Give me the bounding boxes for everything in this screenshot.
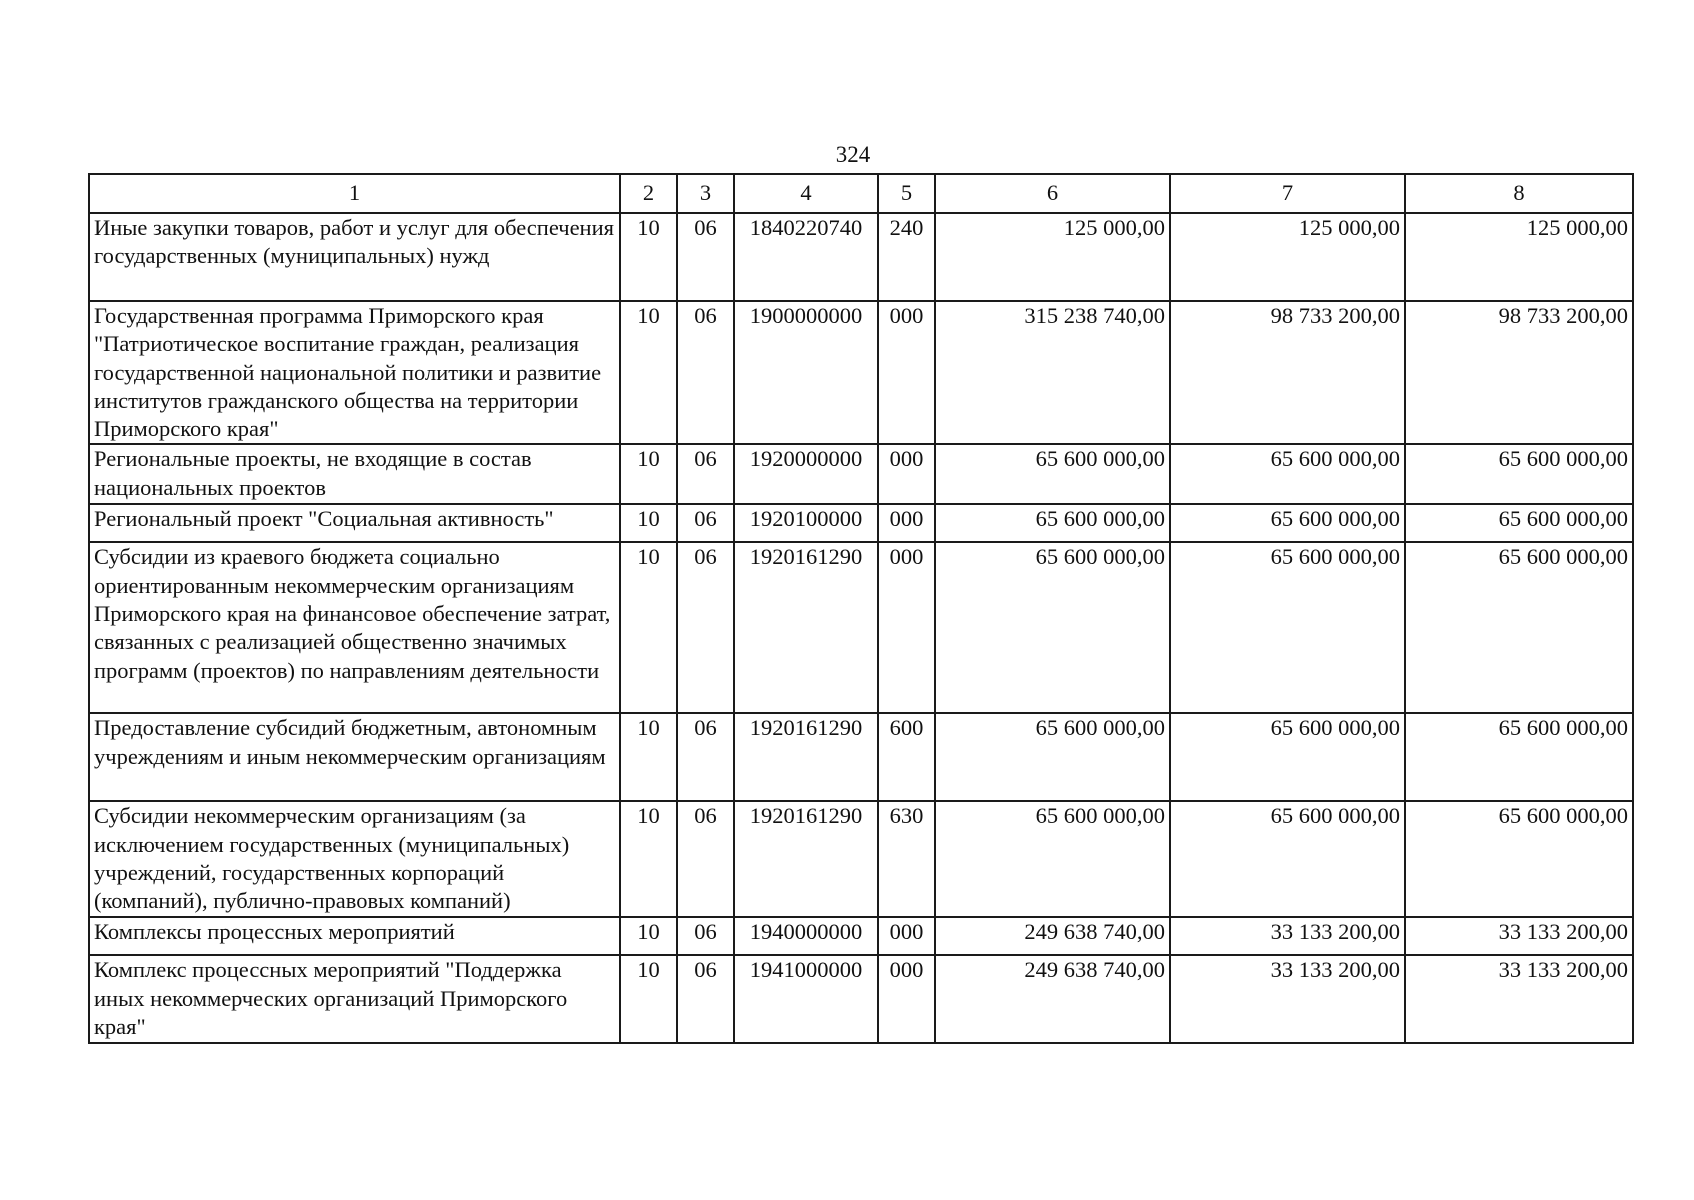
- column-header-1: 1: [89, 174, 620, 213]
- section-code: 10: [620, 504, 677, 542]
- subsection-code: 06: [677, 213, 734, 301]
- expense-type-code: 000: [878, 542, 935, 713]
- column-header-6: 6: [935, 174, 1170, 213]
- section-code: 10: [620, 955, 677, 1043]
- row-name: Региональные проекты, не входящие в состав национальных проектов: [89, 444, 620, 504]
- target-article-code: 1940000000: [734, 917, 878, 955]
- table-row: [89, 542, 1633, 713]
- amount-col-7: 65 600 000,00: [1170, 504, 1405, 542]
- expense-type-code: 000: [878, 301, 935, 444]
- amount-col-8: 65 600 000,00: [1405, 504, 1633, 542]
- expense-type-code: 000: [878, 504, 935, 542]
- table-row: [89, 213, 1633, 301]
- amount-col-6: 65 600 000,00: [935, 542, 1170, 713]
- subsection-code: 06: [677, 713, 734, 801]
- row-name: Субсидии некоммерческим организациям (за исключением государственных (муниципальных) учреждений, государственных корпораций (компаний), публично-правовых компаний): [89, 801, 620, 917]
- amount-col-7: 65 600 000,00: [1170, 801, 1405, 917]
- table-row: [89, 301, 1633, 444]
- column-header-3: 3: [677, 174, 734, 213]
- column-header-4: 4: [734, 174, 878, 213]
- amount-col-7: 65 600 000,00: [1170, 542, 1405, 713]
- row-name: Государственная программа Приморского края "Патриотическое воспитание граждан, реализация государственной национальной политики и развитие институтов гражданского общества на территории Приморского края": [89, 301, 620, 444]
- amount-col-6: 65 600 000,00: [935, 801, 1170, 917]
- section-code: 10: [620, 213, 677, 301]
- table-row: [89, 955, 1633, 1043]
- column-header-8: 8: [1405, 174, 1633, 213]
- amount-col-6: 65 600 000,00: [935, 444, 1170, 504]
- row-name: Комплекс процессных мероприятий "Поддержка иных некоммерческих организаций Приморского края": [89, 955, 620, 1043]
- table-row: [89, 801, 1633, 917]
- expense-type-code: 600: [878, 713, 935, 801]
- amount-col-7: 125 000,00: [1170, 213, 1405, 301]
- amount-col-7: 98 733 200,00: [1170, 301, 1405, 444]
- subsection-code: 06: [677, 801, 734, 917]
- budget-table: [88, 173, 1634, 1044]
- expense-type-code: 630: [878, 801, 935, 917]
- amount-col-8: 33 133 200,00: [1405, 955, 1633, 1043]
- subsection-code: 06: [677, 444, 734, 504]
- row-name: Иные закупки товаров, работ и услуг для обеспечения государственных (муниципальных) нужд: [89, 213, 620, 301]
- section-code: 10: [620, 542, 677, 713]
- amount-col-7: 65 600 000,00: [1170, 713, 1405, 801]
- table-row: [89, 504, 1633, 542]
- target-article-code: 1920161290: [734, 801, 878, 917]
- target-article-code: 1900000000: [734, 301, 878, 444]
- amount-col-6: 65 600 000,00: [935, 504, 1170, 542]
- amount-col-8: 65 600 000,00: [1405, 713, 1633, 801]
- header-row: [89, 174, 1633, 213]
- expense-type-code: 240: [878, 213, 935, 301]
- target-article-code: 1840220740: [734, 213, 878, 301]
- amount-col-8: 98 733 200,00: [1405, 301, 1633, 444]
- subsection-code: 06: [677, 301, 734, 444]
- section-code: 10: [620, 444, 677, 504]
- target-article-code: 1920161290: [734, 542, 878, 713]
- amount-col-8: 65 600 000,00: [1405, 801, 1633, 917]
- amount-col-8: 65 600 000,00: [1405, 542, 1633, 713]
- subsection-code: 06: [677, 955, 734, 1043]
- expense-type-code: 000: [878, 444, 935, 504]
- section-code: 10: [620, 301, 677, 444]
- subsection-code: 06: [677, 504, 734, 542]
- row-name: Предоставление субсидий бюджетным, автономным учреждениям и иным некоммерческим организациям: [89, 713, 620, 801]
- expense-type-code: 000: [878, 917, 935, 955]
- amount-col-8: 65 600 000,00: [1405, 444, 1633, 504]
- target-article-code: 1920100000: [734, 504, 878, 542]
- amount-col-6: 65 600 000,00: [935, 713, 1170, 801]
- table-row: [89, 713, 1633, 801]
- amount-col-6: 315 238 740,00: [935, 301, 1170, 444]
- amount-col-8: 33 133 200,00: [1405, 917, 1633, 955]
- column-header-2: 2: [620, 174, 677, 213]
- section-code: 10: [620, 917, 677, 955]
- page-number: 324: [835, 142, 871, 167]
- amount-col-6: 249 638 740,00: [935, 917, 1170, 955]
- section-code: 10: [620, 801, 677, 917]
- target-article-code: 1920161290: [734, 713, 878, 801]
- amount-col-6: 125 000,00: [935, 213, 1170, 301]
- target-article-code: 1920000000: [734, 444, 878, 504]
- amount-col-8: 125 000,00: [1405, 213, 1633, 301]
- row-name: Комплексы процессных мероприятий: [89, 917, 620, 955]
- amount-col-7: 33 133 200,00: [1170, 955, 1405, 1043]
- column-header-5: 5: [878, 174, 935, 213]
- amount-col-7: 33 133 200,00: [1170, 917, 1405, 955]
- subsection-code: 06: [677, 542, 734, 713]
- section-code: 10: [620, 713, 677, 801]
- subsection-code: 06: [677, 917, 734, 955]
- row-name: Субсидии из краевого бюджета социально ориентированным некоммерческим организациям Приморского края на финансовое обеспечение затрат, связанных с реализацией общественно значимых программ (проектов) по направлениям деятельности: [89, 542, 620, 713]
- row-name: Региональный проект "Социальная активность": [89, 504, 620, 542]
- expense-type-code: 000: [878, 955, 935, 1043]
- amount-col-6: 249 638 740,00: [935, 955, 1170, 1043]
- target-article-code: 1941000000: [734, 955, 878, 1043]
- column-header-7: 7: [1170, 174, 1405, 213]
- amount-col-7: 65 600 000,00: [1170, 444, 1405, 504]
- table-row: [89, 444, 1633, 504]
- table-row: [89, 917, 1633, 955]
